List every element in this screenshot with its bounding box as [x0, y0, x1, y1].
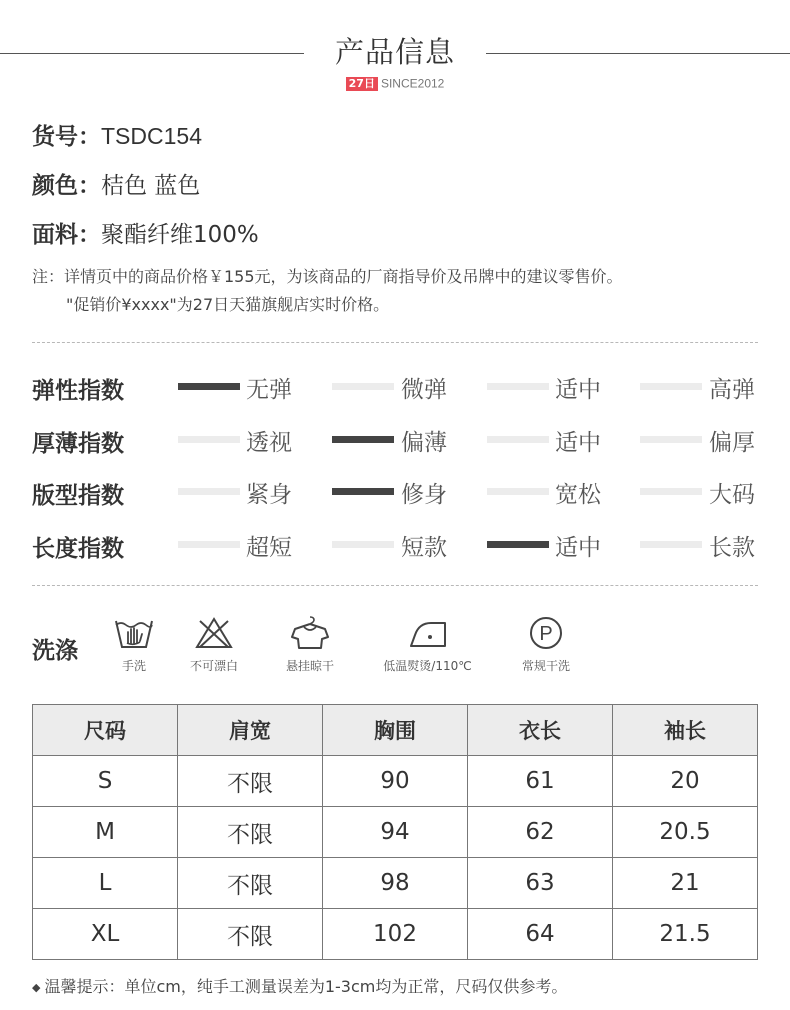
index-bar-selected — [332, 436, 394, 443]
info-value: 聚酯纤维100% — [101, 222, 259, 248]
index-option: 适中 — [555, 430, 601, 456]
index-option: 超短 — [246, 535, 292, 561]
index-label: 弹性指数 — [32, 378, 124, 404]
info-key: 颜色： — [32, 173, 101, 199]
index-option: 宽松 — [555, 482, 601, 508]
index-bar — [487, 383, 549, 390]
table-header-row — [33, 705, 758, 756]
index-bar — [640, 383, 702, 390]
price-note — [32, 263, 623, 319]
size-tip — [32, 974, 567, 997]
index-bar — [332, 383, 394, 390]
table-header-cell: 衣长 — [468, 705, 613, 756]
index-bar-selected — [487, 541, 549, 548]
index-option: 无弹 — [246, 377, 292, 403]
wash-label: 洗涤 — [32, 638, 78, 664]
table-row — [33, 858, 758, 909]
wash-item-iron-low — [370, 615, 485, 674]
no-bleach-icon — [193, 615, 235, 651]
table-cell: 94 — [323, 807, 468, 858]
price-note-line2: "促销价¥xxxx"为27日天猫旗舰店实时价格。 — [66, 295, 390, 314]
index-option: 高弹 — [709, 377, 755, 403]
table-cell: L — [33, 858, 178, 909]
wash-caption: 不可漂白 — [189, 659, 238, 673]
price-note-line1: 注：详情页中的商品价格￥155元，为该商品的厂商指导价及吊牌中的建议零售价。 — [32, 267, 623, 286]
size-table — [32, 704, 758, 960]
dry-clean-p-icon — [525, 615, 567, 651]
table-cell: 63 — [468, 858, 613, 909]
index-row — [32, 524, 758, 564]
wash-caption: 常规干洗 — [521, 659, 570, 673]
wash-item-hand-wash — [108, 615, 160, 674]
index-bar — [487, 488, 549, 495]
size-tip-text: 温馨提示：单位cm，纯手工测量误差为1-3cm均为正常，尺码仅供参考。 — [44, 977, 568, 996]
brand-since: SINCE2012 — [380, 76, 445, 91]
wash-caption: 悬挂晾干 — [285, 659, 334, 673]
divider-dashed — [32, 342, 758, 343]
dry-clean-symbol: P — [539, 623, 553, 645]
wash-caption: 低温熨烫/110℃ — [383, 659, 472, 673]
table-header-cell: 尺码 — [33, 705, 178, 756]
index-option: 紧身 — [246, 482, 292, 508]
info-item-sku — [32, 118, 202, 151]
bullet-icon: ◆ — [32, 981, 41, 994]
table-cell: 20 — [613, 756, 758, 807]
index-option: 修身 — [401, 482, 447, 508]
table-cell: 不限 — [178, 756, 323, 807]
info-value: 桔色 蓝色 — [101, 173, 201, 199]
hand-wash-icon — [113, 615, 155, 651]
wash-item-hang-dry — [278, 615, 342, 674]
table-cell: 98 — [323, 858, 468, 909]
table-cell: 61 — [468, 756, 613, 807]
table-cell: 64 — [468, 909, 613, 960]
index-row — [32, 471, 758, 511]
hang-dry-icon — [289, 615, 331, 651]
table-header-cell: 肩宽 — [178, 705, 323, 756]
table-row — [33, 909, 758, 960]
info-key: 货号： — [32, 124, 101, 150]
index-bar-selected — [178, 383, 240, 390]
index-label: 版型指数 — [32, 483, 124, 509]
table-header-cell: 袖长 — [613, 705, 758, 756]
divider-dashed — [32, 585, 758, 586]
index-bar — [178, 436, 240, 443]
index-bar — [640, 436, 702, 443]
table-cell: 不限 — [178, 858, 323, 909]
index-option: 适中 — [555, 377, 601, 403]
table-cell: 102 — [323, 909, 468, 960]
brand-badge: 27日 — [346, 77, 378, 91]
index-bar-selected — [332, 488, 394, 495]
index-option: 短款 — [401, 535, 447, 561]
wash-caption: 手洗 — [121, 659, 146, 673]
table-row — [33, 807, 758, 858]
index-row — [32, 419, 758, 459]
info-value: TSDC154 — [101, 123, 202, 149]
index-option: 偏厚 — [709, 430, 755, 456]
index-bar — [640, 541, 702, 548]
table-cell: 21.5 — [613, 909, 758, 960]
index-bar — [332, 541, 394, 548]
index-option: 透视 — [246, 430, 292, 456]
index-option: 微弹 — [401, 377, 447, 403]
index-bar — [640, 488, 702, 495]
info-item-fabric — [32, 216, 259, 249]
info-item-color — [32, 167, 200, 200]
index-bar — [178, 488, 240, 495]
brand-subtitle — [0, 76, 790, 91]
page-title: 产品信息 — [334, 35, 455, 69]
wash-item-no-bleach — [184, 615, 244, 674]
table-cell: M — [33, 807, 178, 858]
info-key: 面料： — [32, 222, 101, 248]
index-label: 厚薄指数 — [32, 431, 124, 457]
table-cell: 不限 — [178, 909, 323, 960]
iron-low-icon — [407, 615, 449, 651]
page-header — [0, 0, 790, 100]
index-option: 长款 — [709, 535, 755, 561]
index-option: 适中 — [555, 535, 601, 561]
index-option: 偏薄 — [401, 430, 447, 456]
table-cell: S — [33, 756, 178, 807]
wash-item-dry-clean — [514, 615, 578, 674]
table-cell: 62 — [468, 807, 613, 858]
table-cell: XL — [33, 909, 178, 960]
index-row — [32, 366, 758, 406]
table-cell: 不限 — [178, 807, 323, 858]
index-label: 长度指数 — [32, 536, 124, 562]
table-header-cell: 胸围 — [323, 705, 468, 756]
index-bar — [178, 541, 240, 548]
table-cell: 20.5 — [613, 807, 758, 858]
table-cell: 21 — [613, 858, 758, 909]
index-bar — [487, 436, 549, 443]
table-cell: 90 — [323, 756, 468, 807]
table-row — [33, 756, 758, 807]
index-option: 大码 — [709, 482, 755, 508]
